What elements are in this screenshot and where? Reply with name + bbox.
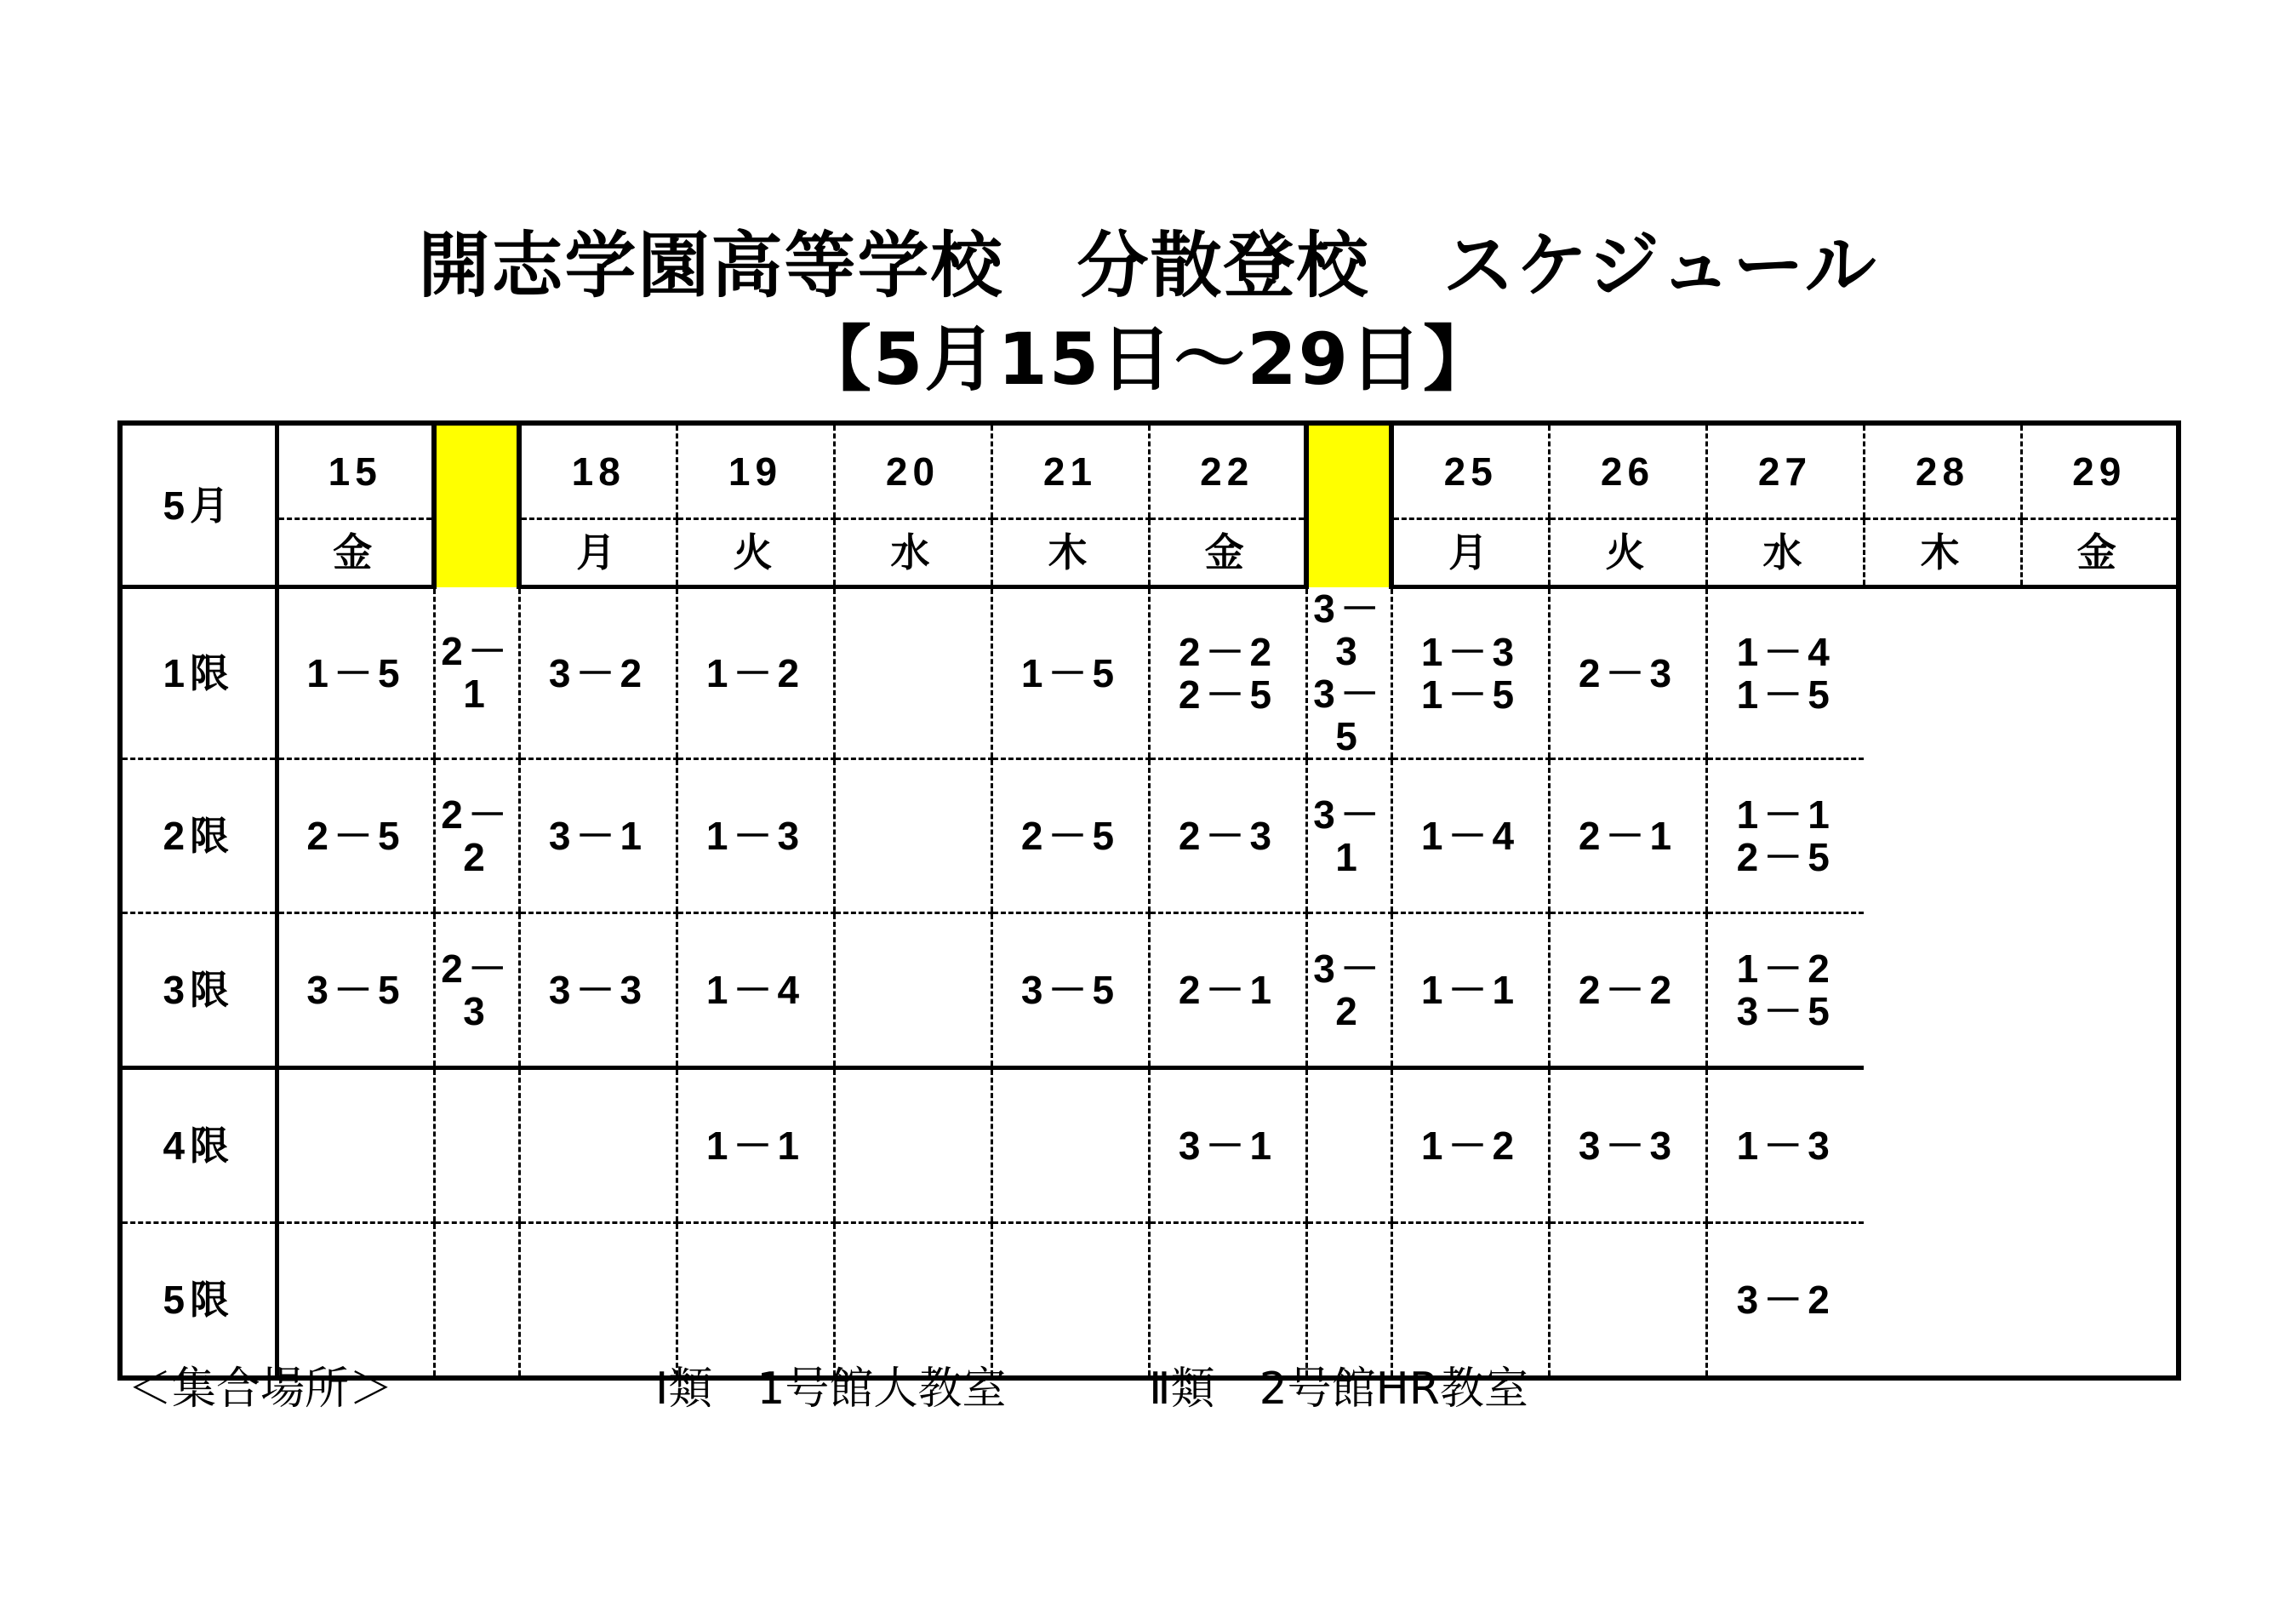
weekday-19: 火 [677,519,834,587]
weekday-29: 金 [2021,519,2179,587]
date-20: 20 [834,423,991,519]
class-code: 3－3 [1578,1123,1677,1168]
date-27: 27 [1706,423,1864,519]
meeting-place-label: ＜集合場所＞ [128,1364,394,1415]
class-cell [834,1222,991,1378]
class-cell [1706,912,1864,1067]
class-cell [834,912,991,1067]
class-code: 1－5 [1020,650,1120,695]
class-code: 2－5 [1020,813,1120,858]
class-code: 2－3 [1178,813,1277,858]
page-title: 開志学園高等学校 分散登校 スケジュール [418,224,1878,307]
date-22: 22 [1149,423,1306,519]
date-26: 26 [1549,423,1706,519]
class-2-location: Ⅱ類 2号館HR教室 [1149,1364,1528,1415]
class-cell [519,758,677,912]
class-cell [1306,1222,1391,1378]
class-cell [677,912,834,1067]
class-code: 1－3 [1420,629,1520,674]
class-code: 3－1 [1178,1123,1277,1168]
period-label: 2限 [120,758,277,912]
class-cell [1549,912,1706,1067]
class-cell [434,1222,519,1378]
closed-day-column [434,423,519,587]
class-code: 3－2 [1736,1277,1835,1322]
class-cell [991,758,1149,912]
class-code: 2－5 [1178,672,1277,717]
date-18: 18 [519,423,677,519]
class-cell [1149,758,1306,912]
class-1-location: Ⅰ類 1号館大教室 [655,1364,1007,1415]
class-code: 3－5 [306,967,405,1012]
period-row [120,912,2179,1067]
weekday-18: 月 [519,519,677,587]
class-cell [277,587,434,759]
weekday-15: 金 [277,519,434,587]
date-28: 28 [1864,423,2021,519]
class-code: 2－1 [1178,967,1277,1012]
class-code: 1－1 [1736,792,1835,837]
class-cell [277,758,434,912]
class-cell [1306,758,1391,912]
class-code: 3－1 [548,813,648,858]
class-code: 3－2 [1313,946,1385,1033]
class-cell [277,1067,434,1222]
class-code: 1－5 [1736,672,1835,717]
class-cell [1706,1067,1864,1222]
class-code: 2－3 [1578,650,1677,695]
class-cell [1549,758,1706,912]
class-cell [1306,912,1391,1067]
class-cell [1706,1222,1864,1378]
period-row [120,1067,2179,1222]
weekday-28: 木 [1864,519,2021,587]
weekday-20: 水 [834,519,991,587]
class-cell [1549,587,1706,759]
class-cell [434,758,519,912]
class-cell [1706,587,1864,759]
period-row [120,587,2179,759]
class-cell [834,758,991,912]
class-cell [434,587,519,759]
class-cell [1149,1067,1306,1222]
class-cell [434,912,519,1067]
class-cell [991,587,1149,759]
class-code: 2－2 [1178,629,1277,674]
class-cell [277,912,434,1067]
class-code: 1－2 [705,650,805,695]
closed-day-column [1306,423,1391,587]
weekday-22: 金 [1149,519,1306,587]
period-label: 4限 [120,1067,277,1222]
class-code: 1－3 [1736,1123,1835,1168]
period-row [120,1222,2179,1378]
class-cell [677,1067,834,1222]
class-code: 2－5 [306,813,405,858]
class-code: 1－5 [1420,672,1520,717]
class-cell [1149,1222,1306,1378]
class-cell [991,912,1149,1067]
date-29: 29 [2021,423,2179,519]
class-cell [1391,758,1549,912]
class-code: 2－1 [441,628,512,716]
class-cell [434,1067,519,1222]
class-cell [519,1222,677,1378]
class-code: 3－2 [548,650,648,695]
class-code: 1－4 [1736,629,1835,674]
class-cell [991,1222,1149,1378]
class-code: 1－1 [1420,967,1520,1012]
class-cell [677,587,834,759]
period-label: 5限 [163,1277,235,1322]
class-cell [834,1067,991,1222]
class-cell [519,912,677,1067]
class-code: 1－2 [1420,1123,1520,1168]
meeting-place-note [128,1364,1528,1415]
period-row [120,758,2179,912]
date-19: 19 [677,423,834,519]
month-label: 5月 [120,423,277,587]
class-cell [1391,587,1549,759]
class-code: 2－2 [1578,967,1677,1012]
class-code: 2－2 [441,792,512,879]
class-cell [519,587,677,759]
class-code: 1－3 [705,813,805,858]
date-21: 21 [991,423,1149,519]
class-cell [1149,912,1306,1067]
class-code: 1－4 [1420,813,1520,858]
class-code: 1－5 [306,650,405,695]
page-subtitle: 【5月15日～29日】 [799,317,1497,401]
class-cell [1391,1067,1549,1222]
period-label: 1限 [120,587,277,759]
class-cell [1706,758,1864,912]
class-cell [677,1222,834,1378]
weekday-21: 木 [991,519,1149,587]
class-code: 1－1 [705,1123,805,1168]
schedule-table [117,420,2181,1381]
class-code: 2－5 [1736,834,1835,879]
class-cell [1306,587,1391,759]
weekday-26: 火 [1549,519,1706,587]
class-cell [834,587,991,759]
weekday-25: 月 [1391,519,1549,587]
class-cell [991,1067,1149,1222]
class-cell [677,758,834,912]
class-cell [1549,1067,1706,1222]
class-cell [519,1067,677,1222]
class-cell [1391,912,1549,1067]
class-code: 1－4 [705,967,805,1012]
class-code: 3－5 [1736,988,1835,1033]
class-code: 2－1 [1578,813,1677,858]
class-code: 2－3 [441,946,512,1033]
weekday-27: 水 [1706,519,1864,587]
class-cell [1549,1222,1706,1378]
period-label: 3限 [120,912,277,1067]
class-code: 3－5 [1313,671,1385,758]
class-code: 1－2 [1736,946,1835,991]
date-15: 15 [277,423,434,519]
class-code: 3－5 [1020,967,1120,1012]
date-25: 25 [1391,423,1549,519]
class-code: 3－1 [1313,792,1385,879]
class-cell [1306,1067,1391,1222]
class-cell [277,1222,434,1378]
class-cell [1149,587,1306,759]
class-cell [1391,1222,1549,1378]
class-code: 3－3 [548,967,648,1012]
class-code: 3－3 [1313,586,1385,673]
